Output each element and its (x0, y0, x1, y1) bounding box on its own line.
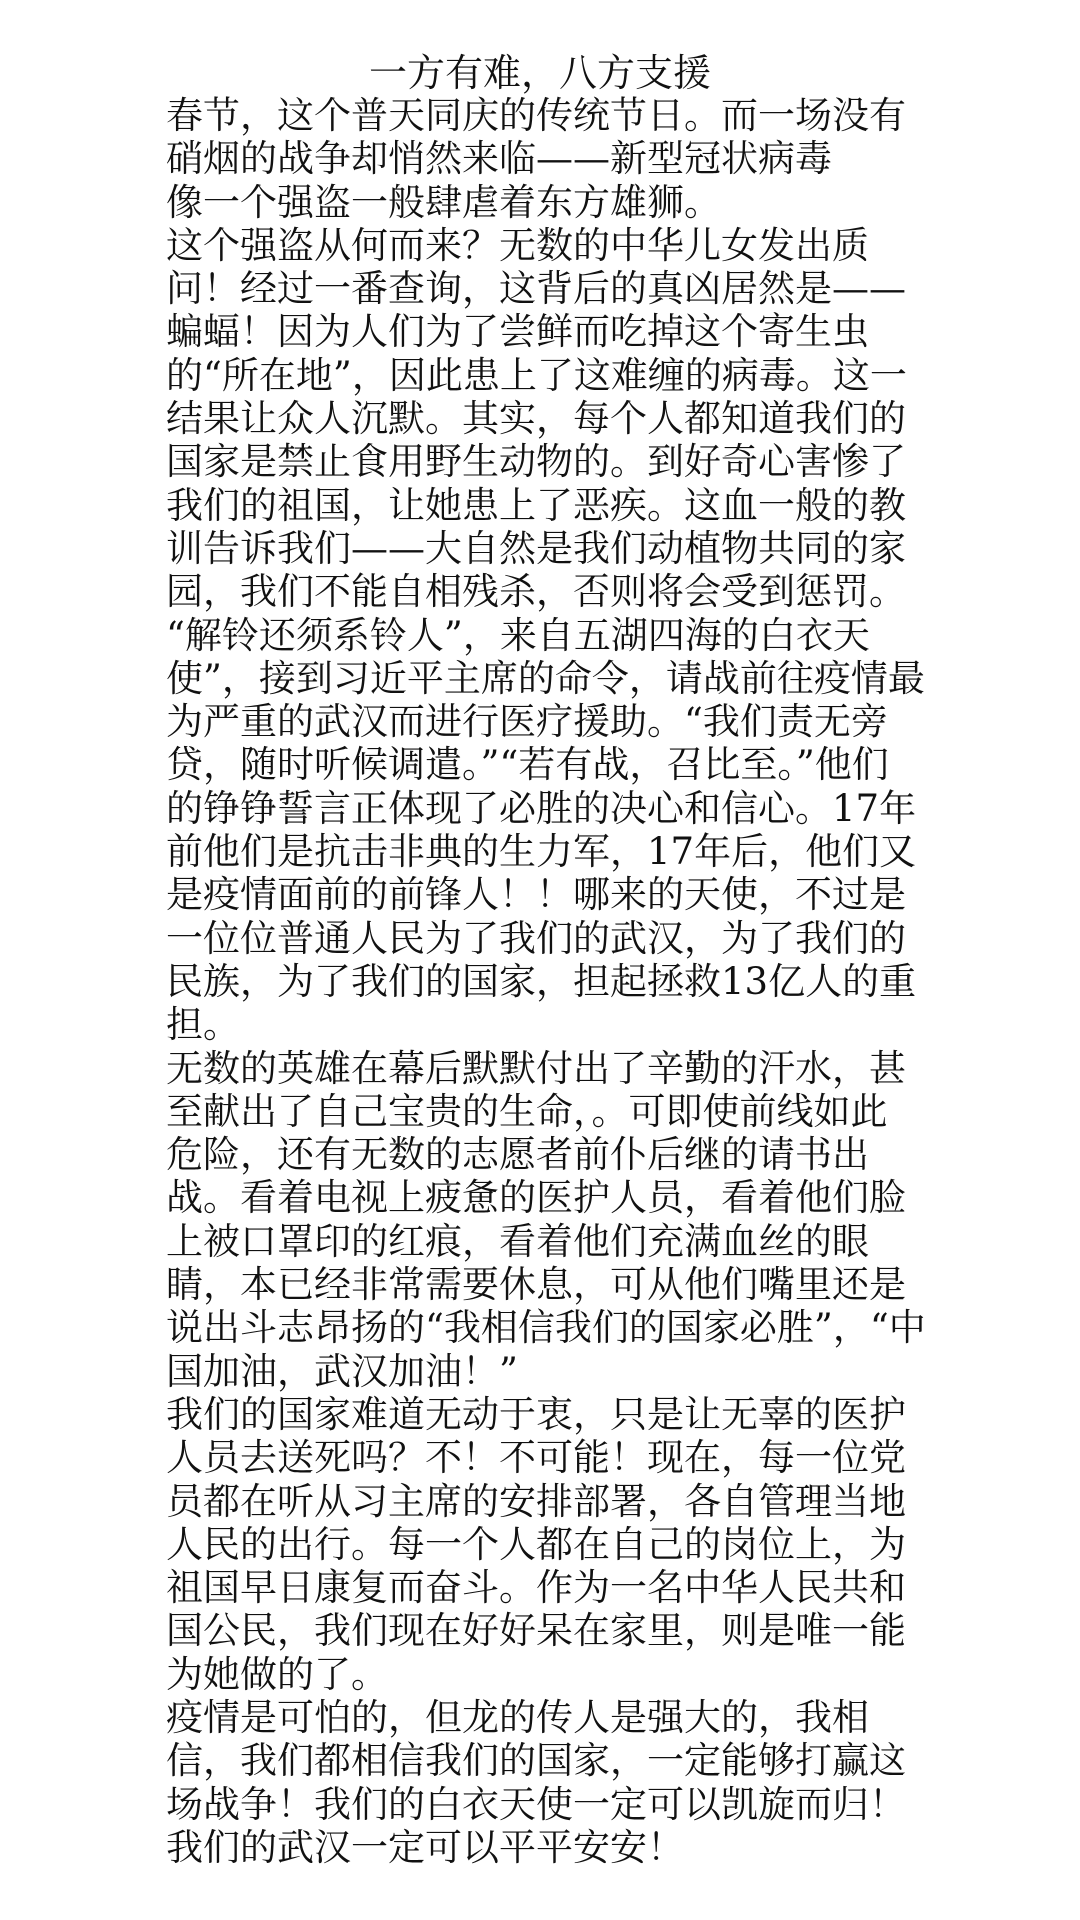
text-line: 睛，本已经非常需要休息，可从他们嘴里还是 (166, 1263, 906, 1307)
text-line: 春节，这个普天同庆的传统节日。而一场没有 (166, 94, 906, 137)
text-line: 国加油，武汉加油！” (166, 1349, 518, 1393)
text-line: 上被口罩印的红痕，看着他们充满血丝的眼 (166, 1219, 869, 1263)
text-line: 问！经过一番查询，这背后的真凶居然是—— (166, 267, 906, 311)
text-line: 疫情是可怕的，但龙的传人是强大的，我相 (166, 1695, 869, 1739)
text-line: 信，我们都相信我们的国家，一定能够打赢这 (166, 1739, 906, 1783)
text-line: 蝙蝠！因为人们为了尝鲜而吃掉这个寄生虫 (166, 310, 869, 354)
text-line: 像一个强盗一般肆虐着东方雄狮。 (166, 180, 721, 224)
text-line: 国公民，我们现在好好呆在家里，则是唯一能 (166, 1609, 906, 1653)
text-line: 战。看着电视上疲惫的医护人员，看着他们脸 (166, 1176, 906, 1220)
text-line: 使”，接到习近平主席的命令，请战前往疫情最 (166, 656, 925, 700)
text-line: 国家是禁止食用野生动物的。到好奇心害惨了 (166, 440, 906, 484)
text-line: “解铃还须系铃人”，来自五湖四海的白衣天 (166, 613, 870, 657)
text-line: 前他们是抗击非典的生力军，17年后，他们又 (166, 830, 917, 874)
text-line: 担。 (166, 1003, 240, 1047)
text-line: 人员去送死吗？不！不可能！现在，每一位党 (166, 1436, 906, 1480)
text-line: 为她做的了。 (166, 1652, 388, 1696)
text-line: 我们的武汉一定可以平平安安！ (166, 1825, 684, 1869)
text-line: 祖国早日康复而奋斗。作为一名中华人民共和 (166, 1566, 906, 1610)
text-line: 说出斗志昂扬的“我相信我们的国家必胜”，“中 (166, 1306, 926, 1350)
text-line: 无数的英雄在幕后默默付出了辛勤的汗水，甚 (166, 1046, 906, 1090)
document-title: 一方有难，八方支援 (368, 51, 711, 95)
text-line: 园，我们不能自相残杀，否则将会受到惩罚。 (166, 570, 906, 614)
document-body (166, 94, 926, 1869)
text-line: 是疫情面前的前锋人！！哪来的天使，不过是 (166, 873, 906, 917)
text-line: 民族，为了我们的国家，担起拯救13亿人的重 (166, 959, 917, 1003)
text-line: 员都在听从习主席的安排部署，各自管理当地 (166, 1479, 906, 1523)
text-line: 我们的国家难道无动于衷，只是让无辜的医护 (166, 1392, 906, 1436)
text-line: 至献出了自己宝贵的生命，。可即使前线如此 (166, 1089, 888, 1133)
text-line: 危险，还有无数的志愿者前仆后继的请书出 (166, 1133, 869, 1177)
text-line: 为严重的武汉而进行医疗援助。“我们责无旁 (166, 700, 888, 744)
text-line: 我们的祖国，让她患上了恶疾。这血一般的教 (166, 483, 906, 527)
text-line: 人民的出行。每一个人都在自己的岗位上，为 (166, 1522, 906, 1566)
text-line: 贷，随时听候调遣。”“若有战，召比至。”他们 (166, 743, 889, 787)
text-line: 的铮铮誓言正体现了必胜的决心和信心。17年 (166, 786, 917, 830)
text-line: 这个强盗从何而来？无数的中华儿女发出质 (166, 223, 869, 267)
text-line: 结果让众人沉默。其实，每个人都知道我们的 (166, 397, 906, 441)
text-line: 一位位普通人民为了我们的武汉，为了我们的 (166, 916, 906, 960)
text-line: 硝烟的战争却悄然来临——新型冠状病毒 (166, 137, 832, 181)
text-line: 训告诉我们——大自然是我们动植物共同的家 (166, 526, 906, 570)
text-line: 场战争！我们的白衣天使一定可以凯旋而归！ (166, 1782, 906, 1826)
text-line: 的“所在地”，因此患上了这难缠的病毒。这一 (166, 353, 907, 397)
